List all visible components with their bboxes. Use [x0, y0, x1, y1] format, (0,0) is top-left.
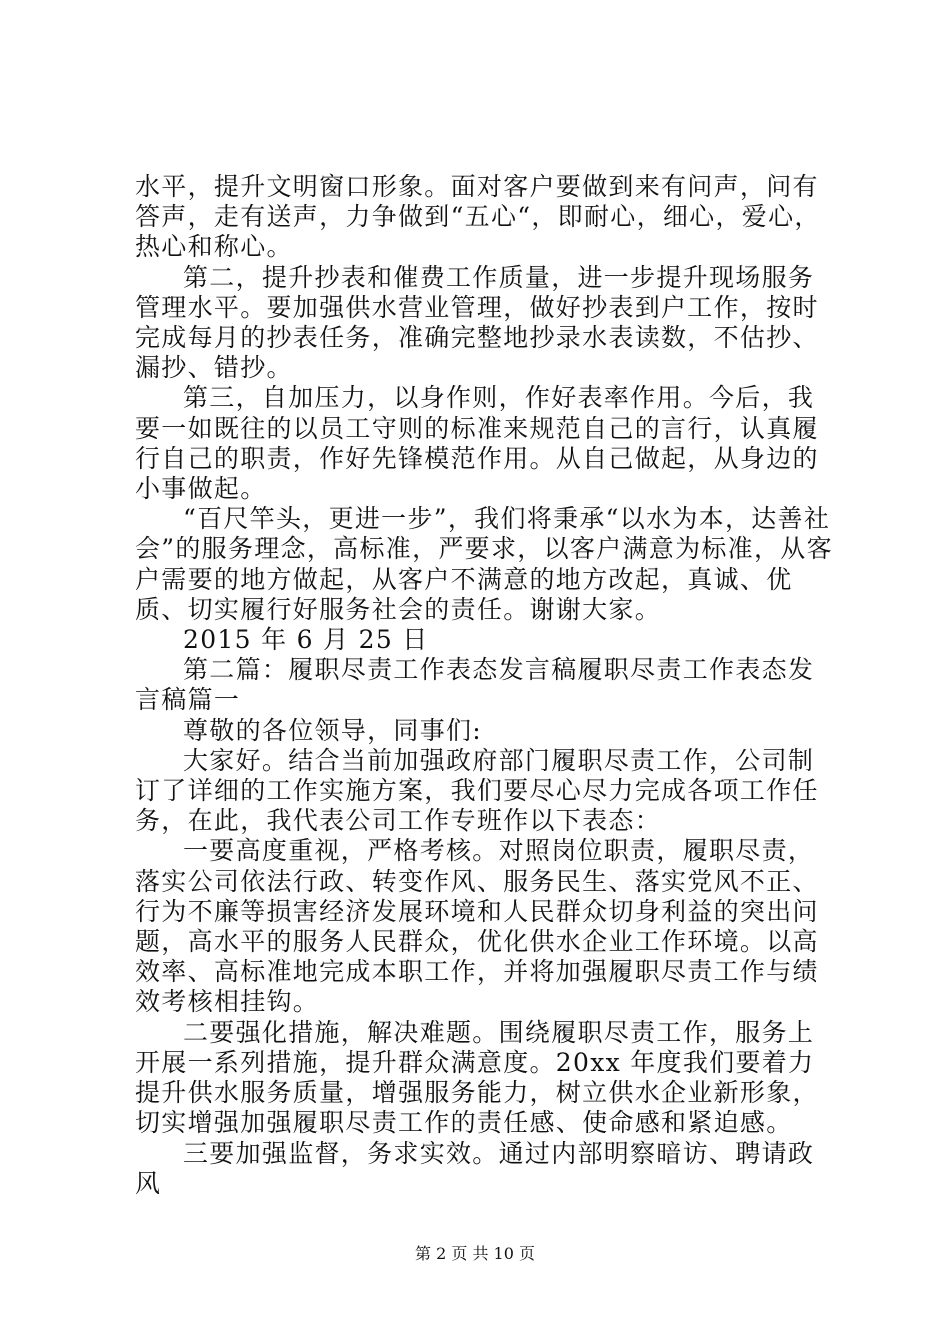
section-heading: 第二篇：履职尽责工作表态发言稿履职尽责工作表态发言稿篇一	[135, 655, 815, 715]
document-body	[135, 172, 835, 1199]
paragraph-point-three: 三要加强监督，务求实效。通过内部明察暗访、聘请政风	[135, 1138, 815, 1198]
paragraph-greeting: 大家好。结合当前加强政府部门履职尽责工作，公司制订了详细的工作实施方案，我们要尽心尽力完成各项工作任务，在此，我代表公司工作专班作以下表态：	[135, 745, 819, 836]
page-footer: 第 2 页 共 10 页	[415, 1244, 535, 1263]
paragraph-point-one: 一要高度重视，严格考核。对照岗位职责，履职尽责，落实公司依法行政、转变作风、服务民生、落实党风不正、行为不廉等损害经济发展环境和人民群众切身利益的突出问题，高水平的服务人民群众，优化供水企业工作环境。以高效率、高标准地完成本职工作，并将加强履职尽责工作与绩效考核相挂钩。	[135, 836, 819, 1017]
date-line: 2015 年 6 月 25 日	[183, 625, 429, 655]
paragraph-second-point: 第二，提升抄表和催费工作质量，进一步提升现场服务管理水平。要加强供水营业管理，做好抄表到户工作，按时完成每月的抄表任务，准确完整地抄录水表读数，不估抄、漏抄、错抄。	[135, 262, 819, 383]
paragraph-continuation: 水平，提升文明窗口形象。面对客户要做到来有问声，问有答声，走有送声，力争做到“五心“，即耐心，细心，爱心，热心和称心。	[135, 172, 821, 262]
salutation: 尊敬的各位领导，同事们:	[183, 715, 483, 745]
paragraph-closing: “百尺竿头，更进一步”，我们将秉承“以水为本，达善社会”的服务理念，高标准，严要求，以客户满意为标准，从客户需要的地方做起，从客户不满意的地方改起，真诚、优质、切实履行好服务社会的责任。谢谢大家。	[135, 504, 833, 624]
paragraph-third-point: 第三，自加压力，以身作则，作好表率作用。今后，我要一如既往的以员工守则的标准来规范自己的言行，认真履行自己的职责，作好先锋模范作用。从自己做起，从身边的小事做起。	[135, 383, 819, 504]
paragraph-point-two: 二要强化措施，解决难题。围绕履职尽责工作，服务上开展一系列措施，提升群众满意度。20xx 年度我们要着力提升供水服务质量，增强服务能力，树立供水企业新形象，切实增强加强履职尽责工作的责任感、使命感和紧迫感。	[135, 1017, 819, 1138]
